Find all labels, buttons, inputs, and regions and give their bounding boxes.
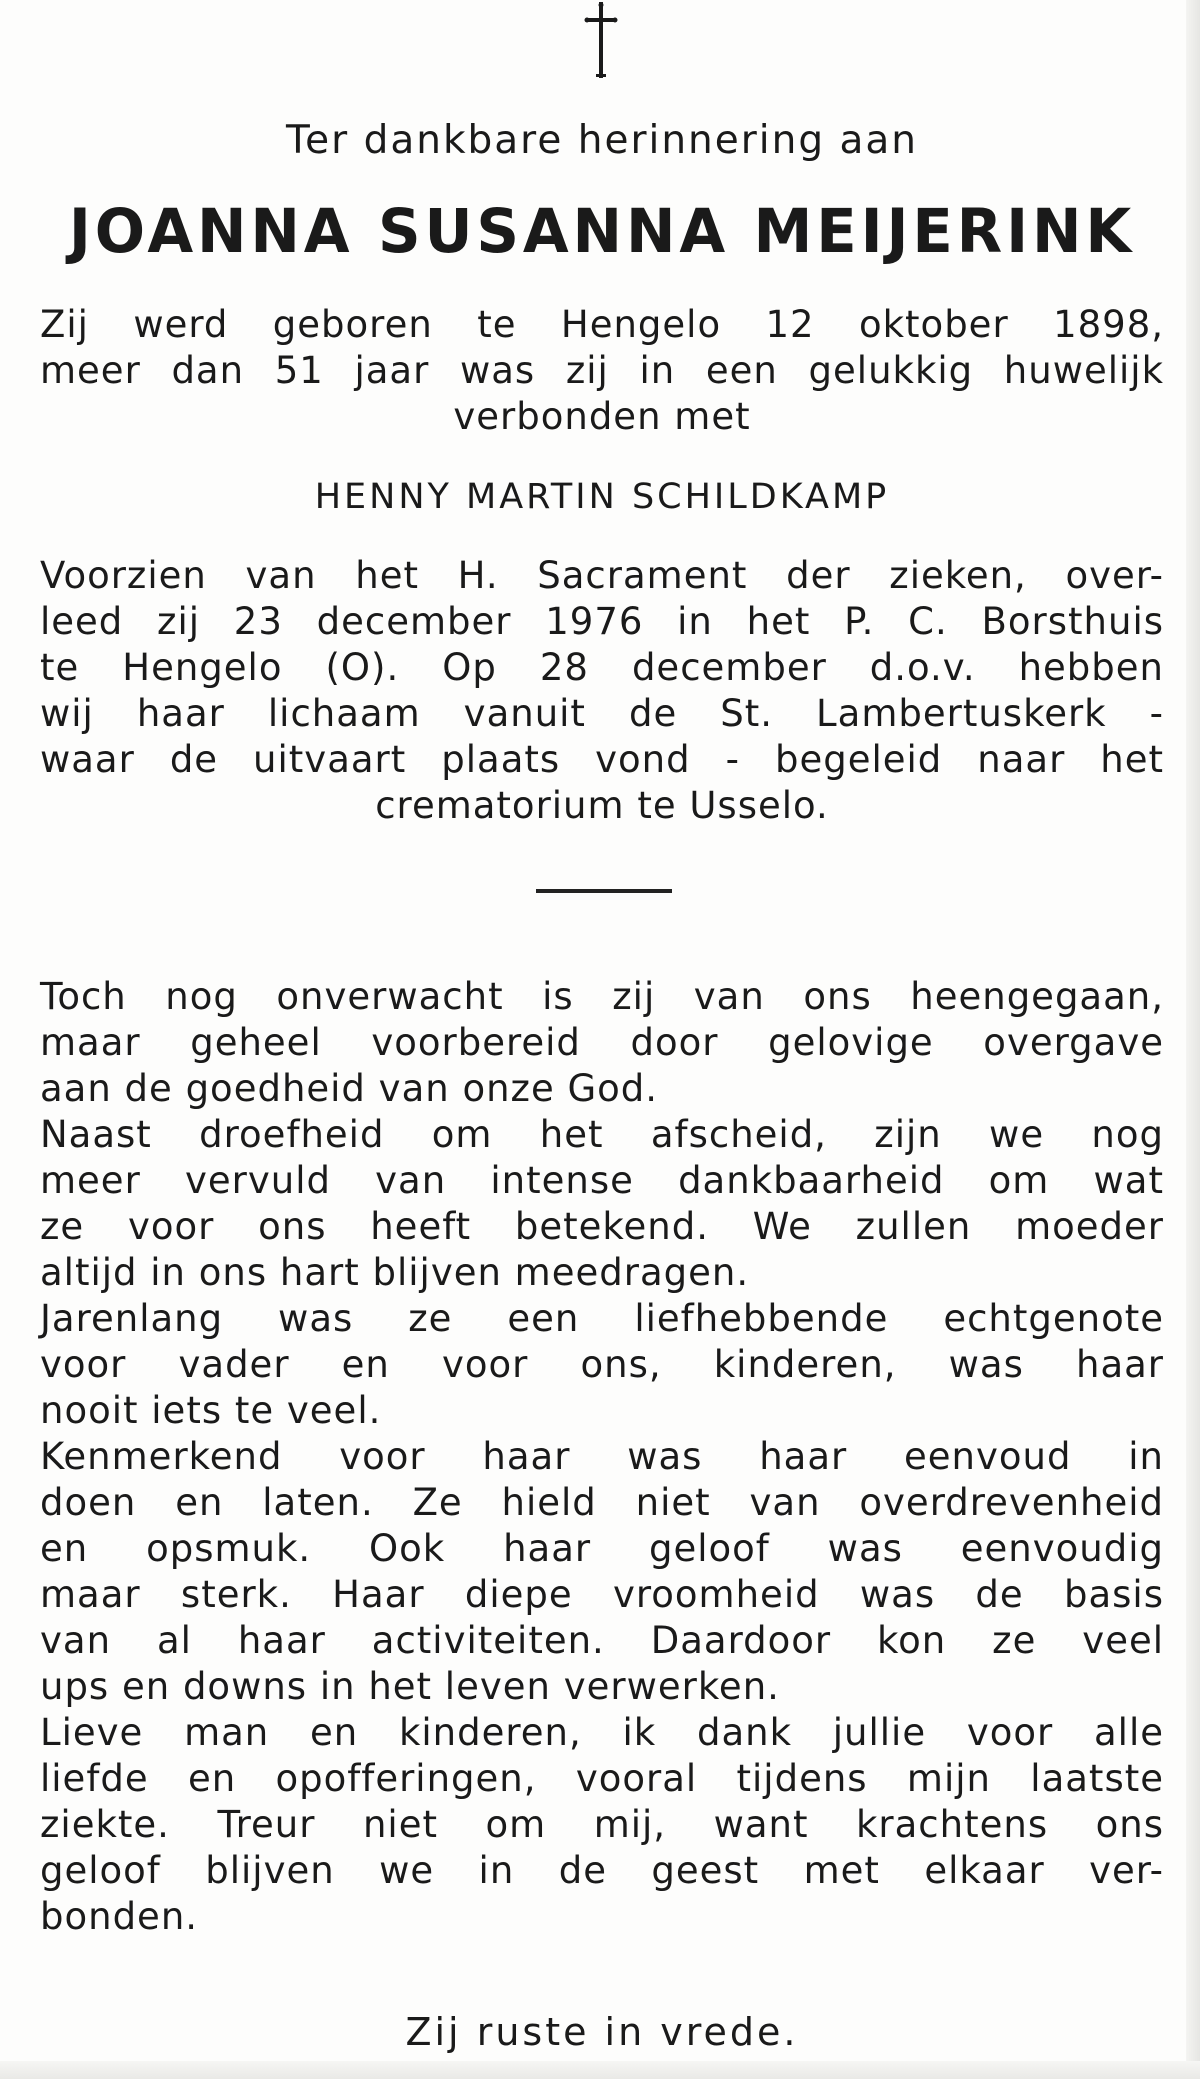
memory-line: maar sterk. Haar diepe vroomheid was de basis <box>40 1573 1164 1616</box>
farewell-text: Zij ruste in vrede. <box>405 2010 799 2054</box>
birth-line: meer dan 51 jaar was zij in een gelukkig huwelijk <box>40 349 1164 392</box>
memory-line: altijd in ons hart blijven meedragen. <box>40 1251 750 1294</box>
intro-text: Ter dankbare herinnering aan <box>285 118 919 163</box>
memory-line: Lieve man en kinderen, ik dank jullie voor alle <box>40 1711 1164 1754</box>
birth-line: Zij werd geboren te Hengelo 12 oktober 1898, <box>40 303 1164 346</box>
latin-cross-icon <box>584 2 618 78</box>
memory-line: voor vader en voor ons, kinderen, was haar <box>40 1343 1164 1386</box>
memory-line: Kenmerkend voor haar was haar eenvoud in <box>40 1435 1164 1478</box>
memory-line: Naast droefheid om het afscheid, zijn we nog <box>40 1113 1164 1156</box>
memory-line: bonden. <box>40 1895 199 1938</box>
death-line: crematorium te Usselo. <box>375 784 829 827</box>
spouse-name: HENNY MARTIN SCHILDKAMP <box>314 477 890 517</box>
memory-line: ziekte. Treur niet om mij, want krachtens ons <box>40 1803 1164 1846</box>
memory-line: van al haar activiteiten. Daardoor kon ze veel <box>40 1619 1164 1662</box>
death-line: Voorzien van het H. Sacrament der zieken, over- <box>40 554 1164 597</box>
section-divider <box>536 889 672 893</box>
memory-line: aan de goedheid van onze God. <box>40 1067 659 1110</box>
death-line: leed zij 23 december 1976 in het P. C. Borsthuis <box>40 600 1164 643</box>
deceased-name: JOANNA SUSANNA MEIJERINK <box>68 196 1136 267</box>
card-right-edge <box>1186 0 1200 2079</box>
birth-line: verbonden met <box>453 395 751 438</box>
memory-line: Toch nog onverwacht is zij van ons heengegaan, <box>40 975 1164 1018</box>
memory-line: ze voor ons heeft betekend. We zullen moeder <box>40 1205 1164 1248</box>
card-bottom-edge <box>0 2061 1200 2079</box>
memory-line: nooit iets te veel. <box>40 1389 382 1432</box>
memory-line: geloof blijven we in de geest met elkaar ver- <box>40 1849 1164 1892</box>
memory-line: en opsmuk. Ook haar geloof was eenvoudig <box>40 1527 1164 1570</box>
memory-line: maar geheel voorbereid door gelovige overgave <box>40 1021 1164 1064</box>
memory-line: Jarenlang was ze een liefhebbende echtgenote <box>40 1297 1164 1340</box>
memory-line: ups en downs in het leven verwerken. <box>40 1665 780 1708</box>
memory-line: liefde en opofferingen, vooral tijdens mijn laatste <box>40 1757 1164 1800</box>
death-line: wij haar lichaam vanuit de St. Lambertuskerk - <box>40 692 1164 735</box>
memory-line: meer vervuld van intense dankbaarheid om wat <box>40 1159 1164 1202</box>
death-line: te Hengelo (O). Op 28 december d.o.v. hebben <box>40 646 1164 689</box>
memory-line: doen en laten. Ze hield niet van overdrevenheid <box>40 1481 1164 1524</box>
death-line: waar de uitvaart plaats vond - begeleid naar het <box>40 738 1164 781</box>
